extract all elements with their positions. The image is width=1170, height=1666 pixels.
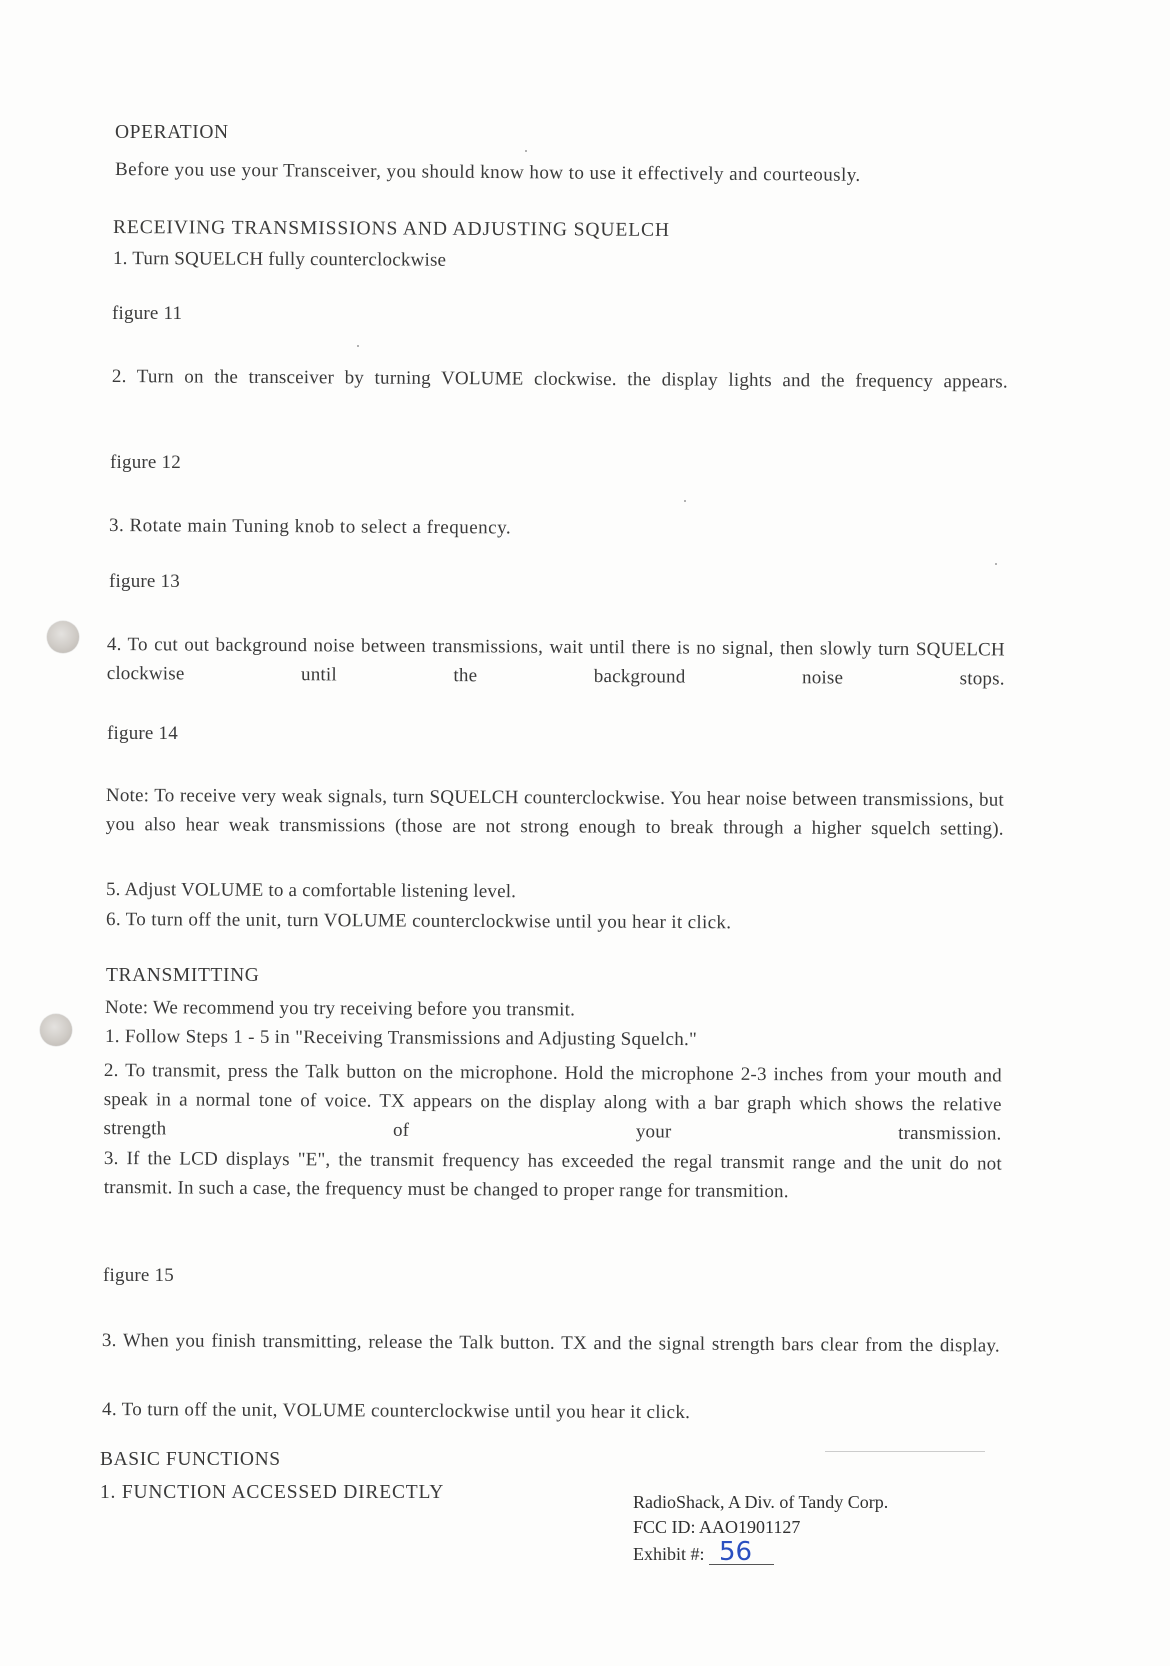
figure-14-label: figure 14 (107, 723, 178, 744)
basic-functions-subheading: 1. FUNCTION ACCESSED DIRECTLY (100, 1482, 445, 1503)
transmitting-step-3b: 3. When you finish transmitting, release the Talk button. TX and the signal strength bars clear from the display. (101, 1329, 1000, 1357)
receiving-step-3: 3. Rotate main Tuning knob to select a frequency. (108, 515, 512, 539)
scan-speck (684, 500, 686, 502)
fcc-stamp (633, 1490, 888, 1567)
punch-hole-bottom (40, 1014, 72, 1046)
exhibit-line (633, 1537, 888, 1567)
figure-12-label: figure 12 (110, 452, 181, 473)
receiving-step-5: 5. Adjust VOLUME to a comfortable listening level. (105, 879, 517, 903)
fcc-id-line: FCC ID: AAO1901127 (633, 1517, 801, 1537)
receiving-step-4: 4. To cut out background noise between transmissions, wait until there is no signal, then slowly turn SQUELCH clockwise until the background noise stops. (106, 633, 1005, 690)
basic-functions-heading: BASIC FUNCTIONS (100, 1449, 281, 1470)
figure-13-label: figure 13 (109, 571, 180, 592)
scan-speck (357, 345, 359, 347)
figure-11-label: figure 11 (112, 303, 183, 324)
transmitting-step-1: 1. Follow Steps 1 - 5 in "Receiving Transmissions and Adjusting Squelch." (104, 1026, 698, 1051)
receiving-step-1: 1. Turn SQUELCH fully counterclockwise (112, 248, 447, 271)
company-line: RadioShack, A Div. of Tandy Corp. (633, 1492, 889, 1512)
receiving-step-2: 2. Turn on the transceiver by turning VOLUME clockwise. the display lights and the frequency appears. (111, 365, 1008, 393)
receiving-note: Note: To receive very weak signals, turn SQUELCH counterclockwise. You hear noise between transmissions, but you also hear weak transmissions (those are not strong enough to break through a higher squelch setting). (105, 784, 1004, 840)
transmitting-step-2: 2. To transmit, press the Talk button on the microphone. Hold the microphone 2-3 inches from your mouth and speak in a normal tone of voice. TX appears on the display along with a bar graph which shows the relative strength of your transmission. (103, 1059, 1002, 1145)
exhibit-number: 56 (709, 1540, 774, 1565)
scan-speck (995, 563, 997, 565)
exhibit-label: Exhibit #: (633, 1544, 705, 1564)
operation-intro: Before you use your Transceiver, you should know how to use it effectively and courteously. (114, 159, 861, 186)
transmitting-step-4: 4. To turn off the unit, VOLUME counterclockwise until you hear it click. (101, 1399, 691, 1424)
punch-hole-top (47, 621, 79, 653)
receiving-step-6: 6. To turn off the unit, turn VOLUME counterclockwise until you hear it click. (105, 909, 732, 934)
operation-heading: OPERATION (115, 122, 229, 143)
transmitting-step-3a: 3. If the LCD displays "E", the transmit frequency has exceeded the regal transmit range and the unit do not transmit. In such a case, the frequency must be changed to proper range for transmition. (103, 1147, 1002, 1203)
transmitting-heading: TRANSMITTING (106, 965, 260, 986)
figure-15-label: figure 15 (103, 1265, 174, 1286)
receiving-heading: RECEIVING TRANSMISSIONS AND ADJUSTING SQUELCH (112, 217, 670, 241)
faint-rule (825, 1451, 985, 1452)
scan-speck (525, 150, 527, 152)
transmitting-note: Note: We recommend you try receiving before you transmit. (104, 997, 576, 1021)
